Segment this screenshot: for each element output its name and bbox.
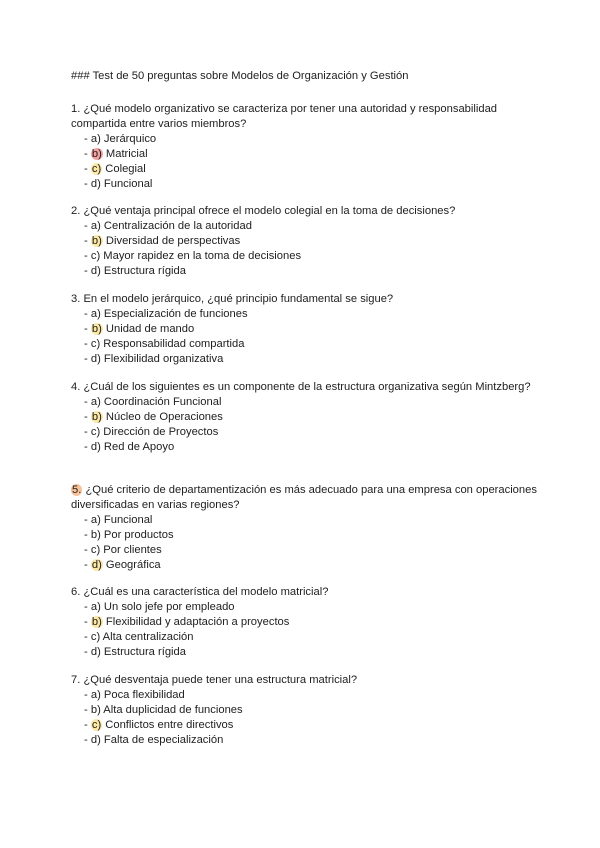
option-text: Alta duplicidad de funciones bbox=[103, 704, 243, 716]
answer-option: - c) Colegial bbox=[84, 163, 146, 175]
answer-options bbox=[71, 219, 541, 279]
option-letter: a) bbox=[90, 220, 101, 232]
option-letter: d) bbox=[90, 353, 101, 365]
option-letter: b) bbox=[91, 616, 102, 628]
option-letter: d) bbox=[90, 441, 101, 453]
option-text: Colegial bbox=[105, 163, 146, 175]
answer-option: - b) Unidad de mando bbox=[84, 323, 195, 335]
question-1 bbox=[71, 102, 541, 192]
question-text: ¿Qué desventaja puede tener una estructura matricial? bbox=[83, 674, 358, 686]
option-letter: b) bbox=[91, 235, 102, 247]
option-text: Conflictos entre directivos bbox=[105, 719, 234, 731]
question-2 bbox=[71, 204, 541, 279]
option-letter: c) bbox=[90, 250, 101, 262]
question-text: En el modelo jerárquico, ¿qué principio fundamental se sigue? bbox=[83, 293, 394, 305]
answer-option: - d) Estructura rígida bbox=[84, 646, 186, 658]
question-stem bbox=[71, 380, 541, 395]
answer-option: - d) Falta de especialización bbox=[84, 734, 224, 746]
question-6 bbox=[71, 585, 541, 660]
option-text: Por clientes bbox=[103, 544, 162, 556]
option-text: Especialización de funciones bbox=[103, 308, 248, 320]
option-letter: b) bbox=[90, 529, 101, 541]
answer-option: - d) Estructura rígida bbox=[84, 265, 186, 277]
option-text: Núcleo de Operaciones bbox=[105, 411, 223, 423]
question-stem bbox=[71, 483, 541, 513]
option-text: Estructura rígida bbox=[103, 265, 186, 277]
answer-option: - b) Matricial bbox=[84, 148, 148, 160]
answer-option: - d) Funcional bbox=[84, 178, 153, 190]
answer-option: - c) Conflictos entre directivos bbox=[84, 719, 234, 731]
answer-option: - c) Mayor rapidez en la toma de decisiones bbox=[84, 250, 302, 262]
answer-option: - b) Alta duplicidad de funciones bbox=[84, 704, 243, 716]
answer-options bbox=[71, 395, 541, 455]
option-text: Jerárquico bbox=[103, 133, 157, 145]
option-text: Dirección de Proyectos bbox=[103, 426, 219, 438]
option-text: Responsabilidad compartida bbox=[103, 338, 245, 350]
option-text: Red de Apoyo bbox=[103, 441, 175, 453]
answer-option: - c) Alta centralización bbox=[84, 631, 194, 643]
option-letter: c) bbox=[91, 163, 102, 175]
answer-option: - a) Centralización de la autoridad bbox=[84, 220, 252, 232]
question-number: 5. bbox=[72, 484, 82, 496]
option-letter: a) bbox=[90, 601, 101, 613]
option-letter: d) bbox=[91, 559, 102, 571]
option-text: Flexibilidad organizativa bbox=[103, 353, 224, 365]
option-text: Flexibilidad y adaptación a proyectos bbox=[105, 616, 290, 628]
option-text: Diversidad de perspectivas bbox=[105, 235, 241, 247]
question-text: ¿Cuál es una característica del modelo matricial? bbox=[83, 586, 329, 598]
option-text: Un solo jefe por empleado bbox=[103, 601, 235, 613]
question-text: ¿Cuál de los siguientes es un componente de la estructura organizativa según Mintzberg? bbox=[83, 381, 531, 393]
answer-option: - a) Coordinación Funcional bbox=[84, 396, 222, 408]
answer-option: - a) Un solo jefe por empleado bbox=[84, 601, 235, 613]
answer-option: - d) Geográfica bbox=[84, 559, 161, 571]
answer-option: - b) Diversidad de perspectivas bbox=[84, 235, 241, 247]
option-letter: c) bbox=[90, 631, 101, 643]
option-text: Coordinación Funcional bbox=[103, 396, 222, 408]
answer-option: - a) Jerárquico bbox=[84, 133, 157, 145]
option-letter: a) bbox=[90, 689, 101, 701]
option-letter: d) bbox=[90, 178, 101, 190]
question-stem bbox=[71, 585, 541, 600]
answer-option: - b) Por productos bbox=[84, 529, 174, 541]
option-text: Alta centralización bbox=[102, 631, 194, 643]
question-5 bbox=[71, 483, 541, 573]
option-text: Centralización de la autoridad bbox=[103, 220, 252, 232]
question-number: 1. bbox=[71, 103, 81, 115]
question-text: ¿Qué ventaja principal ofrece el modelo colegial en la toma de decisiones? bbox=[83, 205, 456, 217]
answer-option: - d) Flexibilidad organizativa bbox=[84, 353, 224, 365]
option-letter: c) bbox=[91, 719, 102, 731]
option-letter: d) bbox=[90, 646, 101, 658]
answer-option: - c) Por clientes bbox=[84, 544, 162, 556]
option-text: Mayor rapidez en la toma de decisiones bbox=[103, 250, 302, 262]
option-letter: c) bbox=[90, 544, 101, 556]
question-4 bbox=[71, 380, 541, 455]
question-number: 4. bbox=[71, 381, 81, 393]
question-stem bbox=[71, 204, 541, 219]
question-stem bbox=[71, 102, 541, 132]
answer-option: - a) Funcional bbox=[84, 514, 153, 526]
option-text: Por productos bbox=[103, 529, 174, 541]
option-text: Estructura rígida bbox=[103, 646, 186, 658]
option-letter: d) bbox=[90, 265, 101, 277]
answer-option: - a) Especialización de funciones bbox=[84, 308, 248, 320]
option-letter: a) bbox=[90, 396, 101, 408]
option-letter: b) bbox=[91, 148, 102, 160]
question-number: 2. bbox=[71, 205, 81, 217]
answer-option: - c) Responsabilidad compartida bbox=[84, 338, 245, 350]
option-letter: b) bbox=[90, 704, 101, 716]
option-text: Unidad de mando bbox=[105, 323, 195, 335]
answer-option: - c) Dirección de Proyectos bbox=[84, 426, 219, 438]
option-letter: a) bbox=[90, 308, 101, 320]
answer-options bbox=[71, 513, 541, 573]
question-text: ¿Qué modelo organizativo se caracteriza por tener una autoridad y responsabilidad compartida entre varios miembros? bbox=[71, 103, 498, 130]
answer-option: - b) Flexibilidad y adaptación a proyectos bbox=[84, 616, 290, 628]
question-7 bbox=[71, 673, 541, 748]
document-title: ### Test de 50 preguntas sobre Modelos de Organización y Gestión bbox=[71, 70, 409, 82]
option-letter: c) bbox=[90, 426, 101, 438]
option-letter: b) bbox=[91, 411, 102, 423]
option-text: Falta de especialización bbox=[103, 734, 224, 746]
option-text: Funcional bbox=[103, 514, 153, 526]
answer-options bbox=[71, 688, 541, 748]
option-text: Geográfica bbox=[105, 559, 161, 571]
answer-options bbox=[71, 132, 541, 192]
answer-option: - a) Poca flexibilidad bbox=[84, 689, 185, 701]
option-text: Funcional bbox=[103, 178, 153, 190]
question-stem bbox=[71, 292, 541, 307]
question-number: 3. bbox=[71, 293, 81, 305]
question-text: ¿Qué criterio de departamentización es más adecuado para una empresa con operaciones diversificadas en varias regiones? bbox=[71, 484, 537, 511]
option-letter: b) bbox=[91, 323, 102, 335]
option-letter: a) bbox=[90, 514, 101, 526]
option-letter: c) bbox=[90, 338, 101, 350]
answer-option: - d) Red de Apoyo bbox=[84, 441, 175, 453]
question-stem bbox=[71, 673, 541, 688]
answer-option: - b) Núcleo de Operaciones bbox=[84, 411, 223, 423]
answer-options bbox=[71, 600, 541, 660]
option-letter: d) bbox=[90, 734, 101, 746]
question-number: 7. bbox=[71, 674, 81, 686]
answer-options bbox=[71, 307, 541, 367]
option-text: Matricial bbox=[105, 148, 148, 160]
option-text: Poca flexibilidad bbox=[103, 689, 185, 701]
question-3 bbox=[71, 292, 541, 367]
option-letter: a) bbox=[90, 133, 101, 145]
question-number: 6. bbox=[71, 586, 81, 598]
